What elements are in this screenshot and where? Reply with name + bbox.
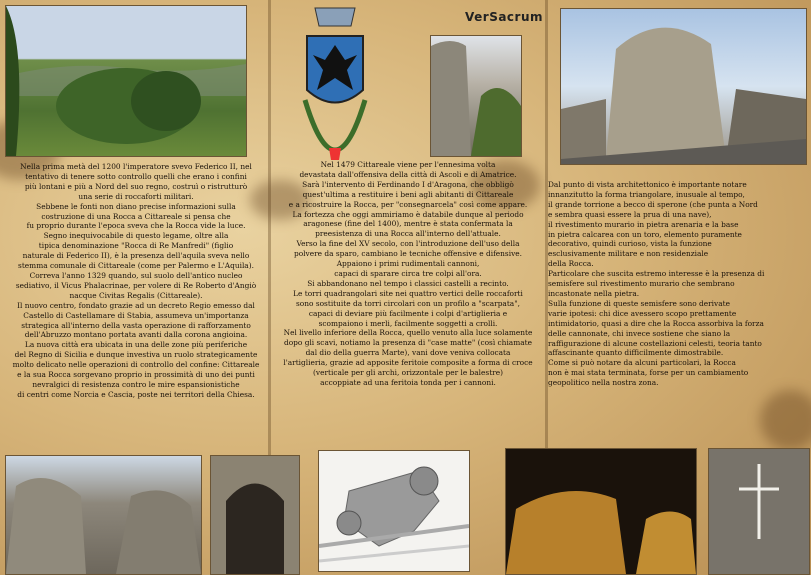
col2-line: capaci di deviare più facilmente i colpi d'artiglieria e <box>308 308 508 318</box>
col3-line: innanzitutto la forma triangolare, inusuale al tempo, <box>548 189 745 199</box>
col2-line: preesistenza di una Rocca all'interno dell'attuale. <box>315 229 501 239</box>
col2-line: (verticale per gli archi, orizzontale per le balestre) <box>313 368 503 378</box>
illuminated-arches-photo <box>505 448 697 575</box>
col1-line: costruzione di una Rocca a Cittareale si pensa che <box>41 211 231 221</box>
col1-line: di centri come Norcia e Cascia, poste nei territori della Chiesa. <box>17 389 255 399</box>
col2-line: La fortezza che oggi ammiriamo è databile dunque al periodo <box>292 209 524 219</box>
col1-line: Sebbene le fonti non diano precise informazioni sulla <box>36 201 236 211</box>
col1-line: nevralgici di resistenza contro le mire espansionistiche <box>32 379 240 389</box>
coat-of-arms <box>295 0 375 165</box>
col3-line: Sulla funzione di queste semisfere sono derivate <box>548 298 730 308</box>
col1-line: molto delicato nelle operazioni di controllo del confine: Cittareale <box>12 360 260 370</box>
col3-line: il rivestimento murario in pietra arenaria e la base <box>548 219 739 229</box>
col2-line: quest'ultima a restituire i beni agli abitanti di Cittareale <box>302 189 514 199</box>
col3-line: delle cannonate, chi invece sostiene che siano la <box>548 328 731 338</box>
col3-line: Come si può notare da alcuni particolari, la Rocca <box>548 358 736 368</box>
col2-line: devastata dall'offensiva della città di Ascoli e di Amatrice. <box>299 169 517 179</box>
ruins-closeup-photo <box>5 455 202 575</box>
col3-line: non è mai stata terminata, forse per un cambiamento <box>548 368 749 378</box>
col2-line: scompaiono i merli, facilmente soggetti a crolli. <box>318 318 498 328</box>
col1-line: sediativo, il Vicus Phalacrinae, per volere di Re Roberto d'Angiò <box>15 280 257 290</box>
col3-line: incastonate nella pietra. <box>548 288 640 298</box>
col2-line: Le torri quadrangolari site nei quattro vertici delle roccaforti <box>293 288 523 298</box>
col1-line: dell'Abruzzo montano portata avanti dalla corona angioina. <box>24 330 248 340</box>
col3-line: varie ipotesi: chi dice avessero scopo prettamente <box>548 308 737 318</box>
col2-line: l'artiglieria, grazie ad apposite feritoie composite a forma di croce <box>283 358 533 368</box>
col3-line: Dal punto di vista architettonico è importante notare <box>548 180 747 189</box>
col2-line: Verso la fine del XV secolo, con l'introduzione dell'uso della <box>296 239 520 249</box>
col3-line: intimidatorio, quasi a dire che la Rocca assorbiva la forza <box>548 318 764 328</box>
col3-line: semisfere sul rivestimento murario che sembrano <box>548 279 735 289</box>
col2-line: accoppiate ad una feritoia tonda per i cannoni. <box>320 377 496 387</box>
col1-line: Castello di Castellamare di Stabia, assumeva un'importanza <box>23 310 249 320</box>
cross-carving-photo <box>708 448 810 575</box>
ruins-landscape-illustration <box>6 6 246 156</box>
col3-line: esclusivamente militare e non residenziale <box>548 249 709 259</box>
col1-line: e la sua Rocca sorgevano proprio in prossimità di uno dei punti <box>17 370 255 380</box>
col1-line: naturale di Federico II), è la presenza dell'aquila sveva nello <box>22 251 250 261</box>
col2-line: polvere da sparo, cambiano le tecniche offensive e difensive. <box>293 249 522 259</box>
col3-line: decorativo, quindi curioso, vista la funzione <box>548 239 712 249</box>
col2-line: dal dio della guerra Marte), vani dove veniva collocata <box>305 348 511 358</box>
text-column-3 <box>548 180 810 388</box>
col3-line: e sembra quasi essere la prua di una nave), <box>548 209 712 219</box>
col1-line: più lontani e più a Nord del suo regno, costruì o ristrutturò <box>24 181 248 191</box>
col2-line: dopo gli scavi, notiamo la presenza di "case matte" (così chiamate <box>284 338 532 348</box>
col1-line: tipica denominazione "Rocca di Re Manfredi" (figlio <box>38 241 234 251</box>
col2-line: Appaiono i primi rudimentali cannoni, <box>336 259 480 269</box>
col2-line: Sarà l'intervento di Ferdinando I d'Aragona, che obbligò <box>302 179 514 189</box>
col2-line: e a ricostruire la Rocca, per "consegnarcela" così come appare. <box>288 199 528 209</box>
col3-line: raffigurazione di alcune costellazioni celesti, teoria tanto <box>548 338 762 348</box>
col2-line: sono sostituite da torri circolari con un profilo a "scarpata", <box>296 298 520 308</box>
col1-line: fu proprio durante l'epoca sveva che la Rocca vide la luce. <box>26 221 246 231</box>
col1-line: Nella prima metà del 1200 l'imperatore svevo Federico II, nel <box>20 162 252 171</box>
col3-line: affascinante quanto difficilmente dimostrabile. <box>548 348 724 358</box>
col1-line: nacque Civitas Regalis (Cittareale). <box>69 290 203 300</box>
burn-mark <box>760 390 811 450</box>
col3-line: Particolare che suscita estremo interesse è la presenza di <box>548 269 765 279</box>
fortress-plan-diagram <box>318 450 470 572</box>
col1-line: strategica all'interno della vasta operazione di rafforzamento <box>21 320 251 330</box>
col1-line: stemma comunale di Cittareale (come per Palermo e L'Aquila). <box>18 261 254 271</box>
tunnel-photo <box>210 455 300 575</box>
tower-detail-photo <box>430 35 522 157</box>
col3-line: geopolitico nella nostra zona. <box>548 378 659 388</box>
col1-line: tentativo di tenere sotto controllo quelli che erano i confini <box>25 171 247 181</box>
text-column-1 <box>2 162 270 400</box>
brand-logo-text: VerSacrum <box>465 10 544 24</box>
col3-line: il grande torrione a becco di sperone (che punta a Nord <box>548 199 758 209</box>
col1-line: La nuova città era ubicata in una delle zone più periferiche <box>24 340 248 350</box>
col1-line: Segno inequivocabile di questo legame, oltre alla <box>43 231 229 241</box>
col1-line: Correva l'anno 1329 quando, sul suolo dell'antico nucleo <box>29 270 243 280</box>
col1-line: del Regno di Sicilia e dunque investiva un ruolo strategicamente <box>14 350 258 360</box>
ruins-landscape-photo <box>5 5 247 157</box>
col2-line: Nel livello inferiore della Rocca, quello venuto alla luce solamente <box>283 328 533 338</box>
col1-line: una serie di roccaforti militari. <box>78 191 194 201</box>
text-column-2 <box>272 160 544 388</box>
col2-line: Nel 1479 Cittareale viene per l'ennesima volta <box>320 160 496 169</box>
col2-line: aragonese (fine del 1400), mentre è stata confermata la <box>303 219 513 229</box>
col3-line: in pietra calcarea con un toro, elemento puramente <box>548 229 742 239</box>
col2-line: capaci di sparare circa tre colpi all'ora. <box>334 268 482 278</box>
col2-line: Si abbandonano nel tempo i classici castelli a recinto. <box>307 278 509 288</box>
col3-line: della Rocca. <box>548 259 594 269</box>
col1-line: Il nuovo centro, fondato grazie ad un decreto Regio emesso dal <box>17 300 255 310</box>
round-tower-photo <box>560 8 807 165</box>
